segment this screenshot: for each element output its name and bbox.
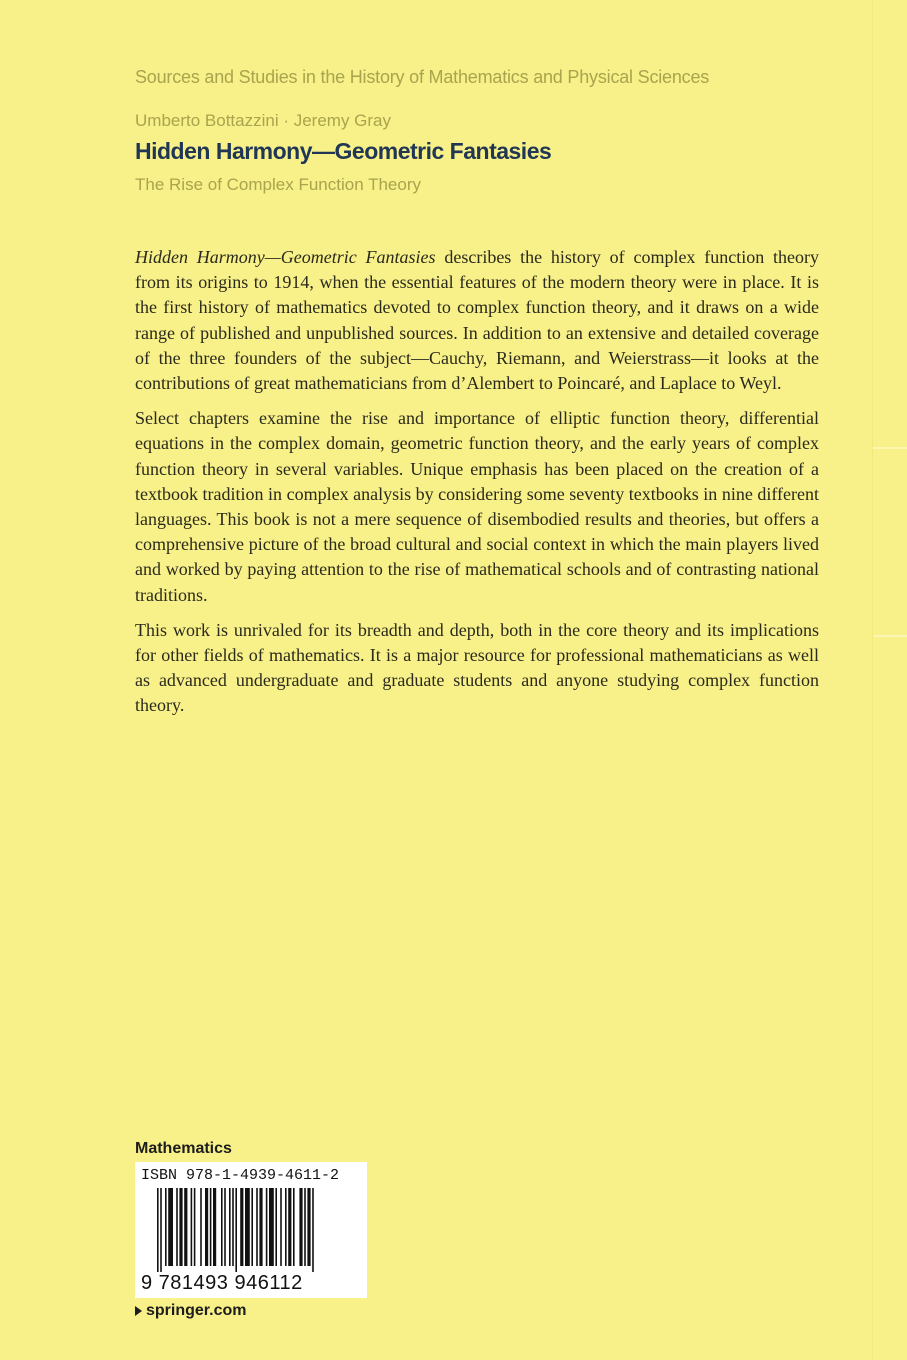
barcode-bar (176, 1188, 178, 1266)
barcode-bar (299, 1188, 302, 1266)
barcode-bar (232, 1188, 234, 1266)
barcode-bar (307, 1188, 310, 1266)
barcode-bar (285, 1188, 287, 1266)
barcode-bar (259, 1188, 262, 1266)
description-paragraph-3: This work is unrivaled for its breadth and depth, both in the core theory and its implications for other fields of mathematics. It is a major resource for professional mathematicians as well as advanced undergraduate and graduate students and anyone studying complex function theory. (135, 619, 819, 716)
barcode-bar (304, 1188, 306, 1266)
barcode-bar (200, 1188, 202, 1266)
subject-label: Mathematics (135, 1140, 232, 1157)
barcode-bar (213, 1188, 216, 1266)
barcode-bar (221, 1188, 223, 1266)
barcode-bar (210, 1188, 212, 1266)
barcode-bar (194, 1188, 196, 1266)
barcode-bar (157, 1188, 159, 1272)
barcode-bar (245, 1188, 250, 1266)
barcode-bar (168, 1188, 173, 1266)
barcode-bar (251, 1188, 253, 1266)
barcode-bar (160, 1188, 162, 1272)
barcode-bar (275, 1188, 277, 1266)
barcode-bar (240, 1188, 243, 1266)
barcode-digits: 9 781493 946112 (141, 1272, 303, 1294)
barcode-bar (184, 1188, 187, 1266)
barcode-bar (191, 1188, 193, 1266)
arrow-right-icon (135, 1306, 142, 1316)
barcode-bar (179, 1188, 182, 1266)
barcode-bar (165, 1188, 167, 1266)
barcode-bar (229, 1188, 231, 1266)
barcode-bar (280, 1188, 282, 1266)
description-paragraph-2: Select chapters examine the rise and importance of elliptic function theory, differential equations in the complex domain, geometric function theory, and the early years of complex function theory in several variables. Unique emphasis has been placed on the creation of a textbook tradition in complex analysis by considering some seventy textbooks in nine different languages. This book is not a mere sequence of disembodied results and theories, but offers a comprehensive picture of the broad cultural and social context in which the main players lived and worked by paying attention to the rise of mathematical schools and of contrasting national traditions. (135, 408, 819, 605)
description-paragraph-1 (135, 245, 819, 396)
book-subtitle: The Rise of Complex Function Theory (135, 175, 421, 194)
series-title: Sources and Studies in the History of Mathematics and Physical Sciences (135, 67, 710, 87)
barcode-bar (266, 1188, 268, 1266)
barcode-bar (256, 1188, 258, 1266)
barcode-bars (135, 1188, 367, 1272)
barcode-bar (269, 1188, 274, 1266)
paragraph-text: describes the history of complex function theory from its origins to 1914, when the essential features of the modern theory were in place. It is the first history of mathematics devoted to complex function theory, and it draws on a wide range of published and unpublished sources. In addition to an extensive and detailed coverage of the three founders of the subject—Cauchy, Riemann, and Weierstrass—it looks at the contributions of great mathematicians from d’Alembert to Poincaré, and Laplace to Weyl. (135, 247, 819, 394)
barcode-bar (205, 1188, 208, 1266)
barcode-bar (293, 1188, 295, 1266)
title-italic: Hidden Harmony—Geometric Fantasies (135, 247, 436, 267)
authors: Umberto Bottazzini · Jeremy Gray (135, 111, 392, 130)
description (135, 245, 819, 729)
isbn-label: ISBN 978-1-4939-4611-2 (141, 1167, 340, 1184)
spine-edge (872, 0, 907, 1360)
barcode-bar (288, 1188, 291, 1266)
publisher-url: springer.com (146, 1302, 247, 1319)
barcode (135, 1162, 367, 1298)
edge-divider (873, 635, 907, 637)
barcode-bar (235, 1188, 237, 1272)
barcode-bar (224, 1188, 226, 1266)
publisher-link[interactable] (135, 1302, 246, 1320)
edge-divider (873, 447, 907, 449)
book-title: Hidden Harmony—Geometric Fantasies (135, 138, 552, 164)
barcode-bar (312, 1188, 314, 1272)
